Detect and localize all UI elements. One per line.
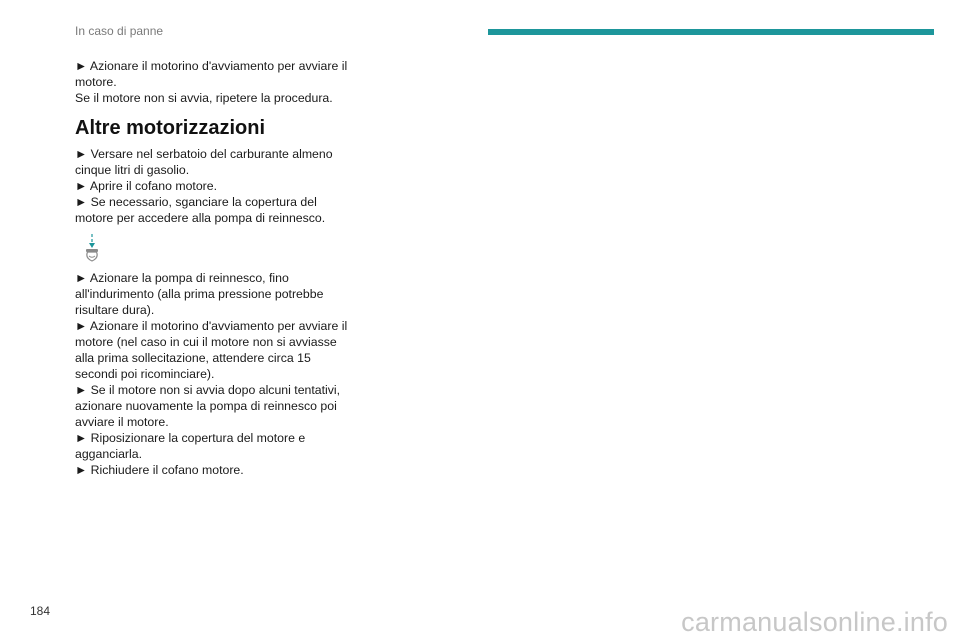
site-watermark: carmanualsonline.info [681, 607, 948, 637]
step-open-bonnet: ► Aprire il cofano motore. [75, 179, 218, 193]
intro-step-start-engine: ► Azionare il motorino d'avviamento per avviare il motore. [75, 59, 348, 89]
page-number: 184 [30, 604, 51, 618]
step-start-engine: ► Azionare il motorino d'avviamento per avviare il motore (nel caso in cui il motore non si avviasse alla prima sollecitazione, attendere circa 15 secondi poi ricominciare). [75, 319, 348, 381]
step-refit-cover: ► Riposizionare la copertura del motore e agganciarla. [75, 431, 306, 461]
step-remove-cover: ► Se necessario, sganciare la copertura del motore per accedere alla pompa di reinnesco. [75, 195, 326, 225]
step-fill-fuel: ► Versare nel serbatoio del carburante almeno cinque litri di gasolio. [75, 147, 333, 177]
intro-note-repeat: Se il motore non si avvia, ripetere la procedura. [75, 91, 333, 105]
main-content [75, 58, 350, 478]
section-header: In caso di panne [75, 24, 164, 38]
step-retry-pump: ► Se il motore non si avvia dopo alcuni tentativi, azionare nuovamente la pompa di reinnesco poi avviare il motore. [75, 383, 341, 429]
priming-pump-icon [81, 232, 103, 264]
step-operate-pump: ► Azionare la pompa di reinnesco, fino all'indurimento (alla prima pressione potrebbe risultare dura). [75, 271, 324, 317]
step-close-bonnet: ► Richiudere il cofano motore. [75, 463, 244, 477]
top-accent-rule [488, 29, 934, 35]
subheading-other-engines: Altre motorizzazioni [75, 117, 266, 139]
priming-pump-icon-wrap [81, 232, 350, 270]
